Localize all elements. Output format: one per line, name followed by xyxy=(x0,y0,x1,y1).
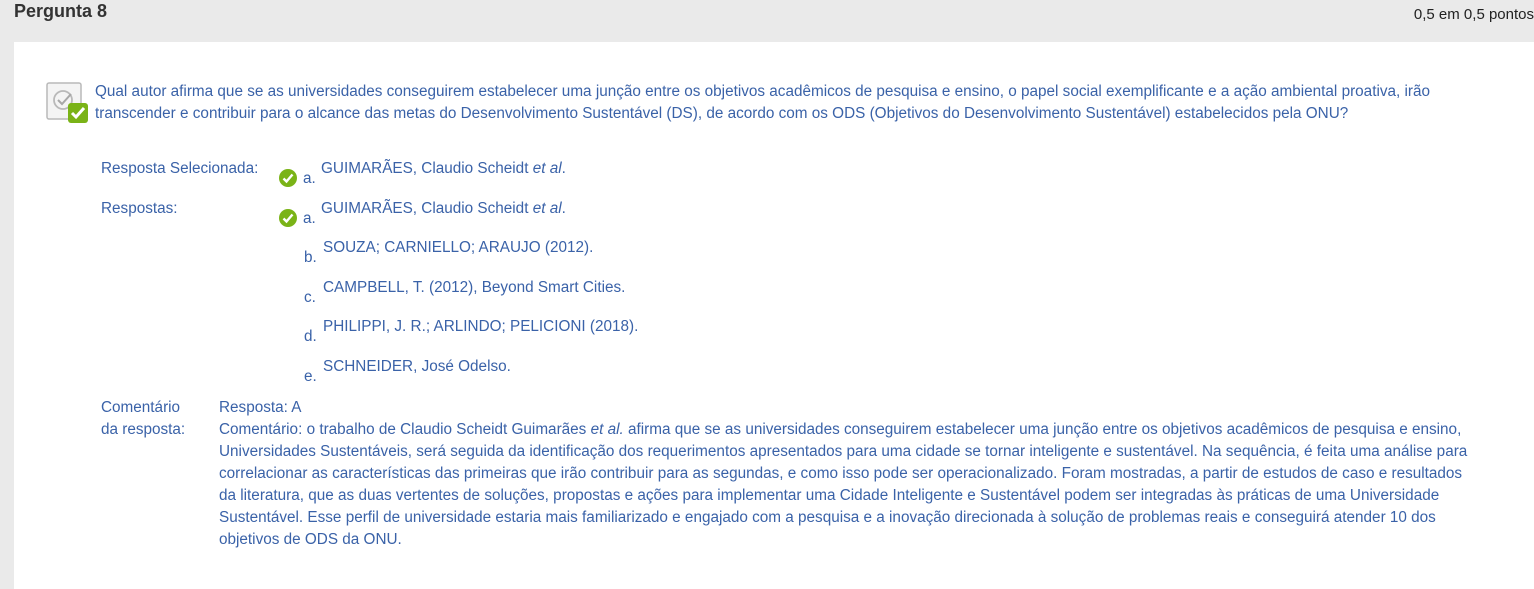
answer-text: SCHNEIDER, José Odelso. xyxy=(323,358,511,375)
answers-label: Respostas: xyxy=(101,200,178,217)
feedback-comment: Comentário: o trabalho de Claudio Scheidt Guimarães et al. afirma que se as universidades conseguirem estabelecer uma junção entre os objetivos acadêmicos de pesquisa e ensino, Universidades Sustentáveis, será seguida da identificação dos requerimentos apresentados para uma cidade se tornar inteligente e sustentável. Na sequência, é feita uma análise para correlacionar as características das primeiras que irão contribuir para as segundas, e como isso pode ser operacionalizado. Foram mostradas, a partir de estudos de caso e resultados da literatura, que as duas vertentes de soluções, propostas e ações para implementar uma Cidade Inteligente e Sustentável podem ser integradas às práticas de uma Universidade Sustentável. Esse perfil de universidade estaria mais familiarizado e engajado com a pesquisa e a inovação direcionada à solução de problemas reais e conseguirá atender 10 dos objetivos de ODS da ONU. xyxy=(219,421,1468,548)
feedback-label: Comentário da resposta: xyxy=(101,399,186,438)
answer-text: SOUZA; CARNIELLO; ARAUJO (2012). xyxy=(323,239,594,256)
answer-text: GUIMARÃES, Claudio Scheidt et al. xyxy=(321,200,566,217)
correct-answer-icon xyxy=(46,80,90,124)
selected-answer-letter: a. xyxy=(303,170,316,187)
question-points: 0,5 em 0,5 pontos xyxy=(1413,6,1534,23)
answer-letter: e. xyxy=(304,368,317,385)
answer-text: CAMPBELL, T. (2012), Beyond Smart Cities. xyxy=(323,279,626,296)
correct-check-icon xyxy=(279,169,297,187)
correct-check-icon xyxy=(279,209,297,227)
selected-answer-text: GUIMARÃES, Claudio Scheidt et al. xyxy=(321,160,566,177)
feedback-body xyxy=(219,397,1469,551)
answer-letter: b. xyxy=(304,249,317,266)
answer-letter: a. xyxy=(303,210,316,227)
question-panel xyxy=(14,42,1534,589)
feedback-answer-line: Resposta: A xyxy=(219,399,302,416)
question-text: Qual autor afirma que se as universidades conseguirem estabelecer uma junção entre os objetivos acadêmicos de pesquisa e ensino, o papel social exemplificante e a ação ambiental proativa, irão transcender e contribuir para o alcance das metas do Desenvolvimento Sustentável (DS), de acordo com os ODS (Objetivos do Desenvolvimento Sustentável) estabelecidos pela ONU? xyxy=(95,83,1431,122)
question-title: Pergunta 8 xyxy=(14,1,108,21)
answer-text: PHILIPPI, J. R.; ARLINDO; PELICIONI (2018). xyxy=(323,318,639,335)
answer-letter: c. xyxy=(304,289,316,306)
question-header xyxy=(0,0,1534,42)
selected-answer-label: Resposta Selecionada: xyxy=(101,160,259,177)
answer-letter: d. xyxy=(304,328,317,345)
